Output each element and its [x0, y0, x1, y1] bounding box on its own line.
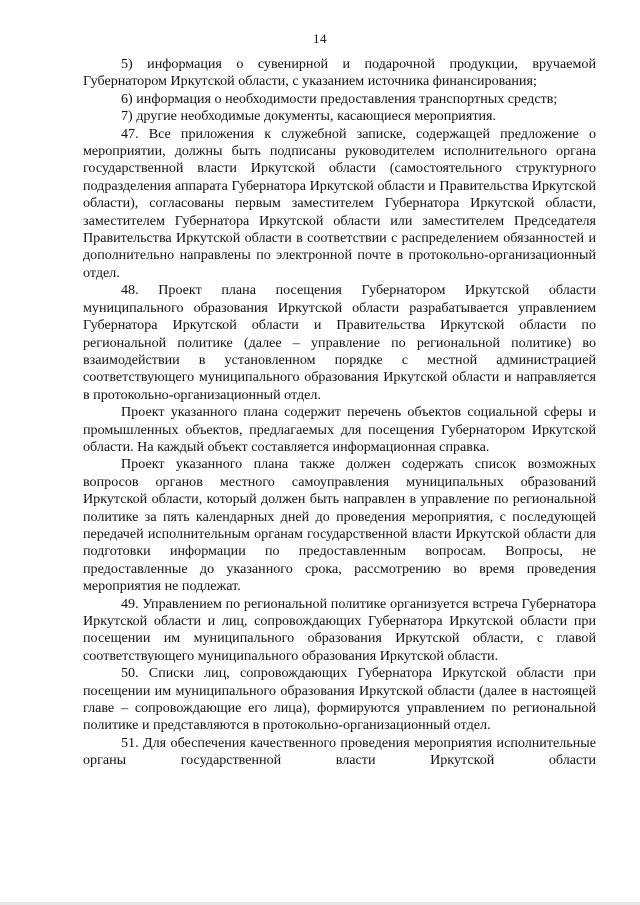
paragraph-clause-48: 48. Проект плана посещения Губернатором Иркутской области муниципального образования Иркутской области разрабатывается управлением Губернатора Иркутской области и Правительства Иркутской области по региональной политике (далее – управление по региональной политике) во взаимодействии в установленном порядке с местной администрацией соответствующего муниципального образования Иркутской области и направляется в протокольно-организационный отдел.: [83, 282, 596, 403]
paragraph-clause-51: 51. Для обеспечения качественного проведения мероприятия исполнительные органы государственной власти Иркутской области: [83, 734, 596, 769]
paragraph-item-5: 5) информация о сувенирной и подарочной продукции, вручаемой Губернатором Иркутской области, с указанием источника финансирования;: [83, 56, 596, 90]
paragraph-item-7: 7) другие необходимые документы, касающиеся мероприятия.: [121, 108, 497, 125]
paragraph-clause-47: 47. Все приложения к служебной записке, содержащей предложение о мероприятии, должны быть подписаны руководителем исполнительного органа государственной власти Иркутской области (самостоятельного структурного подразделения аппарата Губернатора Иркутской области и Правительства Иркутской области), согласованы первым заместителем Губернатора Иркутской области, заместителем Губернатора Иркутской области или заместителем Председателя Правительства Иркутской области в соответствии с распределением обязанностей и дополнительно направлены по электронной почте в протокольно-организационный отдел.: [83, 125, 596, 281]
paragraph-item-6: 6) информация о необходимости предоставления транспортных средств;: [121, 90, 558, 107]
page-number: 14: [313, 31, 327, 46]
paragraph-clause-49: 49. Управлением по региональной политике организуется встреча Губернатора Иркутской области и лиц, сопровождающих Губернатора Иркутской области при посещении им муниципального образования Иркутской области, с главой соответствующего муниципального образования Иркутской области.: [83, 595, 596, 664]
paragraph-plan-questions: Проект указанного плана также должен содержать список возможных вопросов органов местного самоуправления муниципальных образований Иркутской области, который должен быть направлен в управление по региональной политике за пять календарных дней до проведения мероприятия, с последующей передачей исполнительным органам государственной власти Иркутской области для подготовки информации по предоставленным вопросам. Вопросы, не предоставленные до указанного срока, рассмотрению во время проведения мероприятия не подлежат.: [83, 456, 596, 595]
paragraph-clause-50: 50. Списки лиц, сопровождающих Губернатора Иркутской области при посещении им муниципального образования Иркутской области (далее в настоящей главе – сопровождающие его лица), формируются управлением по региональной политике и представляются в протокольно-организационный отдел.: [83, 665, 596, 734]
document-body: [83, 56, 596, 770]
paragraph-plan-objects: Проект указанного плана содержит перечень объектов социальной сферы и промышленных объектов, предлагаемых для посещения Губернатором Иркутской области. На каждый объект составляется информационная справка.: [83, 404, 596, 455]
